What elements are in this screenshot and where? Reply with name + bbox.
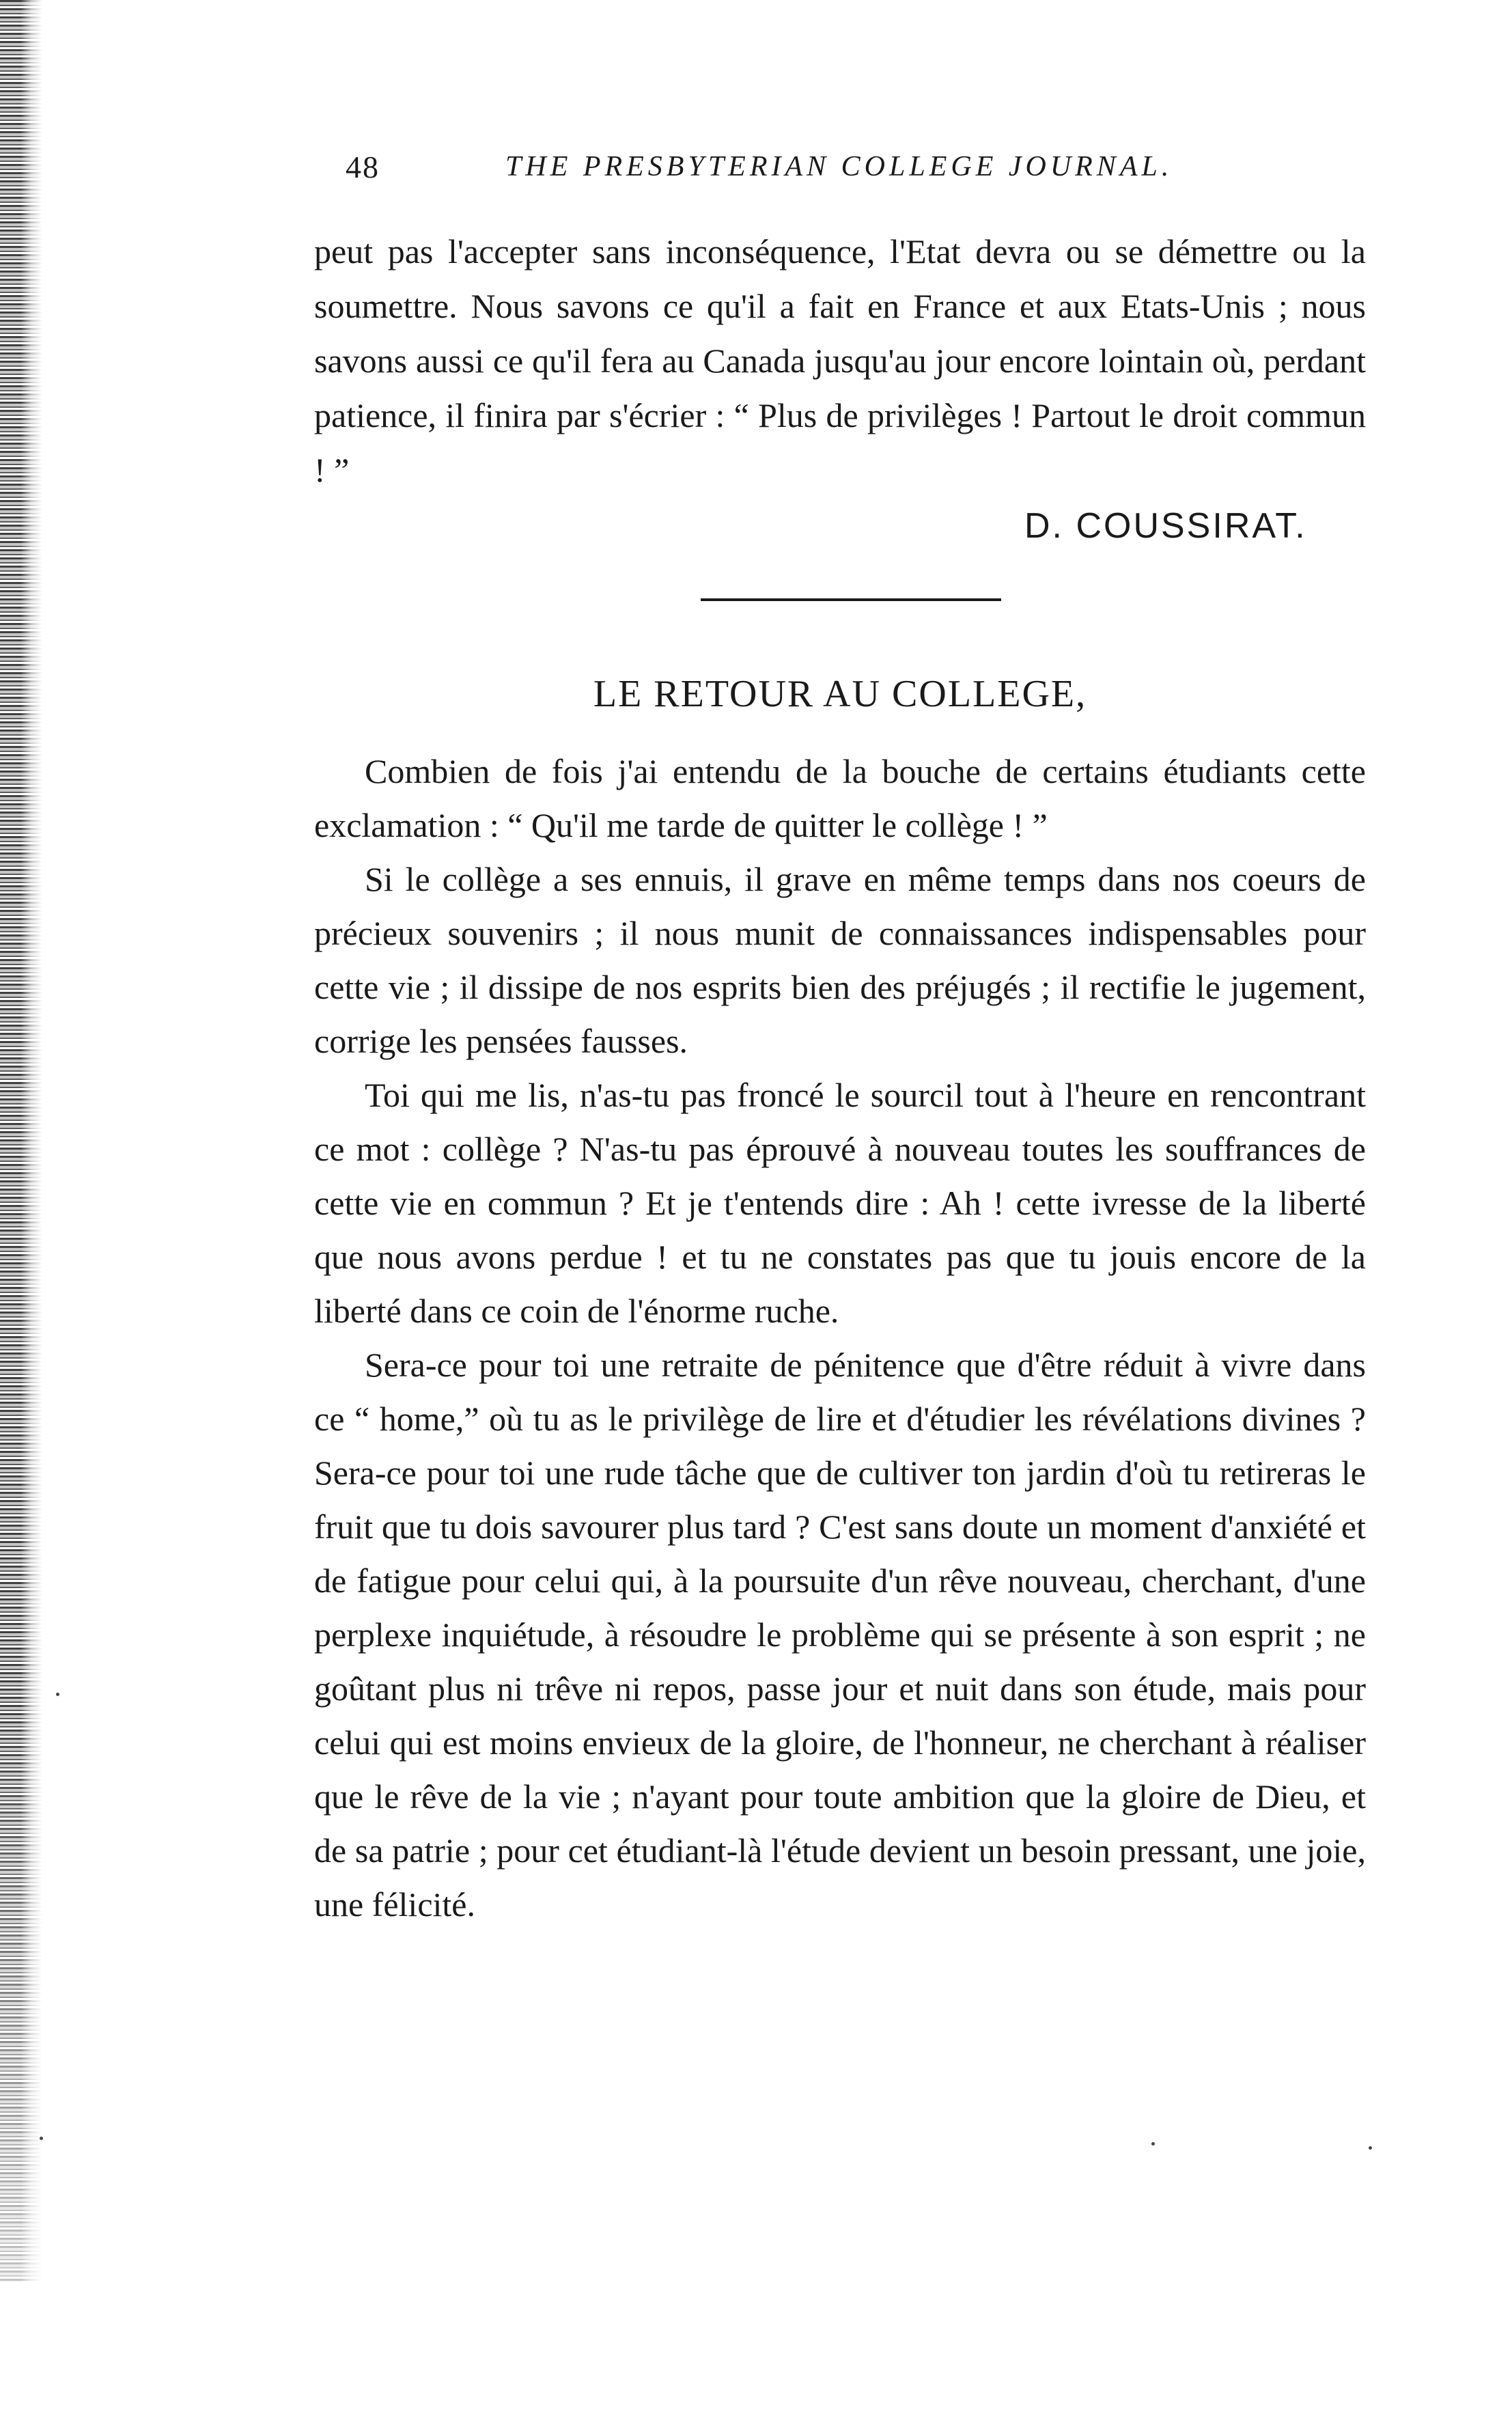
article-paragraph-2: Si le collège a ses ennuis, il grave en même temps dans nos coeurs de précieux souvenirs ; il nous munit de connaissances indispensables pour cette vie ; il dissipe de nos esprits bien des préjugés ; il rectifie le jugement, corrige les pensées fausses. <box>314 860 1366 1060</box>
page-number: 48 <box>346 150 380 184</box>
continued-paragraph-block <box>314 224 1366 497</box>
section-separator-rule <box>701 598 1001 601</box>
article-heading: LE RETOUR AU COLLEGE, <box>593 673 1087 715</box>
article-paragraph-4: Sera-ce pour toi une retraite de pénitence que d'être réduit à vivre dans ce “ home,” où tu as le privilège de lire et d'étudier les révélations divines ? Sera-ce pour toi une rude tâche que de cultiver ton jardin d'où tu retireras le fruit que tu dois savourer plus tard ? C'est sans doute un moment d'anxiété et de fatigue pour celui qui, à la poursuite d'un rêve nouveau, cherchant, d'une perplexe inquiétude, à résoudre le problème qui se présente à son esprit ; ne goûtant plus ni trêve ni repos, passe jour et nuit dans son étude, mais pour celui qui est moins envieux de la gloire, de l'honneur, ne cherchant à réaliser que le rêve de la vie ; n'ayant pour toute ambition que la gloire de Dieu, et de sa patrie ; pour cet étudiant-là l'étude devient un besoin pressant, une joie, une félicité. <box>314 1346 1366 1924</box>
author-signature: D. COUSSIRAT. <box>1024 506 1307 546</box>
page-header <box>335 149 1222 204</box>
scan-speck <box>40 2137 43 2140</box>
scanned-binding-edge-fade <box>0 1708 42 2322</box>
running-title: THE PRESBYTERIAN COLLEGE JOURNAL. <box>505 151 1173 182</box>
continued-paragraph: peut pas l'accepter sans inconséquence, l'Etat devra ou se démettre ou la soumettre. Nous savons ce qu'il a fait en France et aux Etats-Unis ; nous savons aussi ce qu'il fera au Canada jusqu'au jour encore lointain où, perdant patience, il finira par s'écrier : “ Plus de privilèges ! Partout le droit commun ! ” <box>314 232 1366 489</box>
article-paragraph-3: Toi qui me lis, n'as-tu pas froncé le sourcil tout à l'heure en rencontrant ce mot : collège ? N'as-tu pas éprouvé à nouveau toutes les souffrances de cette vie en commun ? Et je t'entends dire : Ah ! cette ivresse de la liberté que nous avons perdue ! et tu ne constates pas que tu jouis encore de la liberté dans ce coin de l'énorme ruche. <box>314 1076 1366 1330</box>
scan-speck <box>1151 2142 1155 2146</box>
scan-speck <box>56 1693 59 1696</box>
article-body <box>314 745 1366 1932</box>
scan-speck <box>1369 2146 1372 2150</box>
article-paragraph-1: Combien de fois j'ai entendu de la bouche de certains étudiants cette exclamation : “ Qu'il me tarde de quitter le collège ! ” <box>314 752 1366 844</box>
